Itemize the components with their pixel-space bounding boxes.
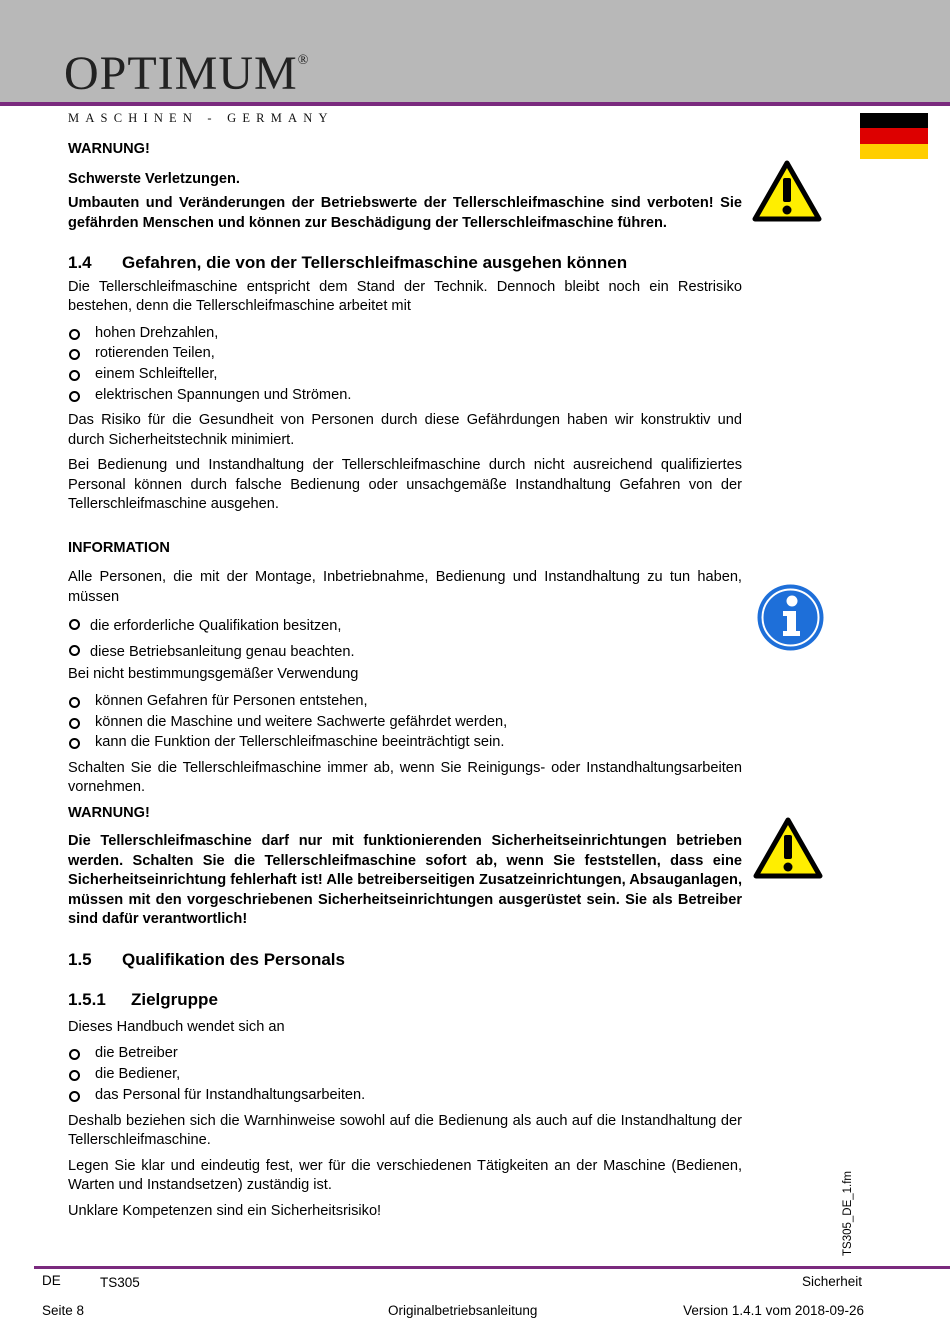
list-item: können Gefahren für Personen entstehen, [68,691,742,712]
section-number: 1.5 [68,949,92,969]
subsection-number: 1.5.1 [68,990,106,1010]
warning-subtitle: Schwerste Verletzungen. [68,170,240,187]
paragraph: Schalten Sie die Tellerschleifmaschine immer ab, wenn Sie Reinigungs- oder Instandhaltungsarbeiten vornehmen. [68,759,742,796]
footer-version: Version 1.4.1 vom 2018-09-26 [683,1303,864,1318]
list-item: diese Betriebsanleitung genau beachten. [68,639,742,665]
logo-text: OPTIMUM [64,47,298,100]
section-number: 1.4 [68,253,92,272]
info-title: INFORMATION [68,539,170,556]
footer-section: Sicherheit [801,1274,862,1289]
logo-subtitle: MASCHINEN - GERMANY [68,111,334,125]
list-item: die Bediener, [68,1064,742,1085]
paragraph: Die Tellerschleifmaschine entspricht dem Stand der Technik. Dennoch bleibt noch ein Restrisiko bestehen, denn die Tellerschleifmaschine arbeitet mit [68,278,742,314]
paragraph: Unklare Kompetenzen sind ein Sicherheitsrisiko! [68,1202,382,1219]
footer-accent-line [34,1266,950,1269]
list-item: rotierenden Teilen, [68,343,742,364]
bullet-list [68,1043,742,1105]
list-item: die Betreiber [68,1043,742,1064]
section-heading [68,950,742,970]
list-item: können die Maschine und weitere Sachwerte gefährdet werden, [68,712,742,733]
list-item: kann die Funktion der Tellerschleifmaschine beeinträchtigt sein. [68,732,742,753]
warning-title: WARNUNG! [68,804,150,821]
warning-title: WARNUNG! [68,141,150,157]
logo-registered-mark: ® [297,53,310,68]
section-heading [68,253,742,273]
section-title: Qualifikation des Personals [122,949,345,969]
info-text: Alle Personen, die mit der Montage, Inbetriebnahme, Bedienung und Instandhaltung zu tun haben, müssen [68,569,742,605]
paragraph: Bei Bedienung und Instandhaltung der Tellerschleifmaschine durch nicht ausreichend qualifiziertes Personal können durch falsche Bedienung oder unsachgemäße Instandhaltung Gefahren von der Tellerschleifmaschine ausgehen. [68,457,742,513]
section-title: Gefahren, die von der Tellerschleifmaschine ausgehen können [122,253,628,272]
paragraph: Legen Sie klar und eindeutig fest, wer für die verschiedenen Tätigkeiten an der Maschine (Bedienen, Warten und Instandsetzen) zuständig ist. [68,1157,742,1194]
footer-document-type: Originalbetriebsanleitung [388,1303,538,1318]
paragraph: Deshalb beziehen sich die Warnhinweise sowohl auf die Bedienung als auch auf die Instandhaltung der Tellerschleifmaschine. [68,1112,742,1149]
page-content [68,140,742,1221]
footer-language: DE [42,1273,61,1288]
bullet-list [68,613,742,665]
list-item: elektrischen Spannungen und Strömen. [68,385,742,406]
brand-logo [64,47,310,100]
warning-text: Die Tellerschleifmaschine darf nur mit funktionierenden Sicherheitseinrichtungen betrieben werden. Schalten Sie die Tellerschleifmaschine sofort ab, wenn Sie feststellen, dass eine Sicherheitseinrichtung fehlerhaft ist! Alle betreiberseitigen Zusatzeinrichtungen, Absauganlagen, müssen mit den vorgeschriebenen Sicherheitseinrichtungen ausgerüstet sein. Sie als Betreiber sind dafür verantwortlich! [68,833,742,928]
warning-triangle-icon [753,817,823,879]
paragraph: Dieses Handbuch wendet sich an [68,1018,285,1035]
warning-text: Umbauten und Veränderungen der Betriebswerte der Tellerschleifmaschine sind verboten! Sie gefährden Menschen und können zur Beschädigung der Tellerschleifmaschine führen. [68,195,742,231]
footer-model: TS305 [100,1275,140,1290]
bullet-list [68,691,742,753]
information-icon [757,584,824,651]
subsection-heading [68,990,742,1010]
warning-triangle-icon [752,160,822,222]
paragraph: Das Risiko für die Gesundheit von Personen durch diese Gefährdungen haben wir konstruktiv und durch Sicherheitstechnik minimiert. [68,412,742,448]
german-flag-icon [860,113,928,159]
footer-page-number: Seite 8 [42,1303,85,1318]
bullet-list [68,323,742,406]
list-item: die erforderliche Qualifikation besitzen, [68,613,742,639]
header-accent-line [0,102,950,106]
document-file-code: TS305_DE_1.fm [842,1170,854,1256]
list-item: das Personal für Instandhaltungsarbeiten. [68,1085,742,1106]
subsection-title: Zielgruppe [131,990,218,1010]
list-item: hohen Drehzahlen, [68,323,742,344]
list-item: einem Schleifteller, [68,364,742,385]
paragraph: Bei nicht bestimmungsgemäßer Verwendung [68,666,359,683]
